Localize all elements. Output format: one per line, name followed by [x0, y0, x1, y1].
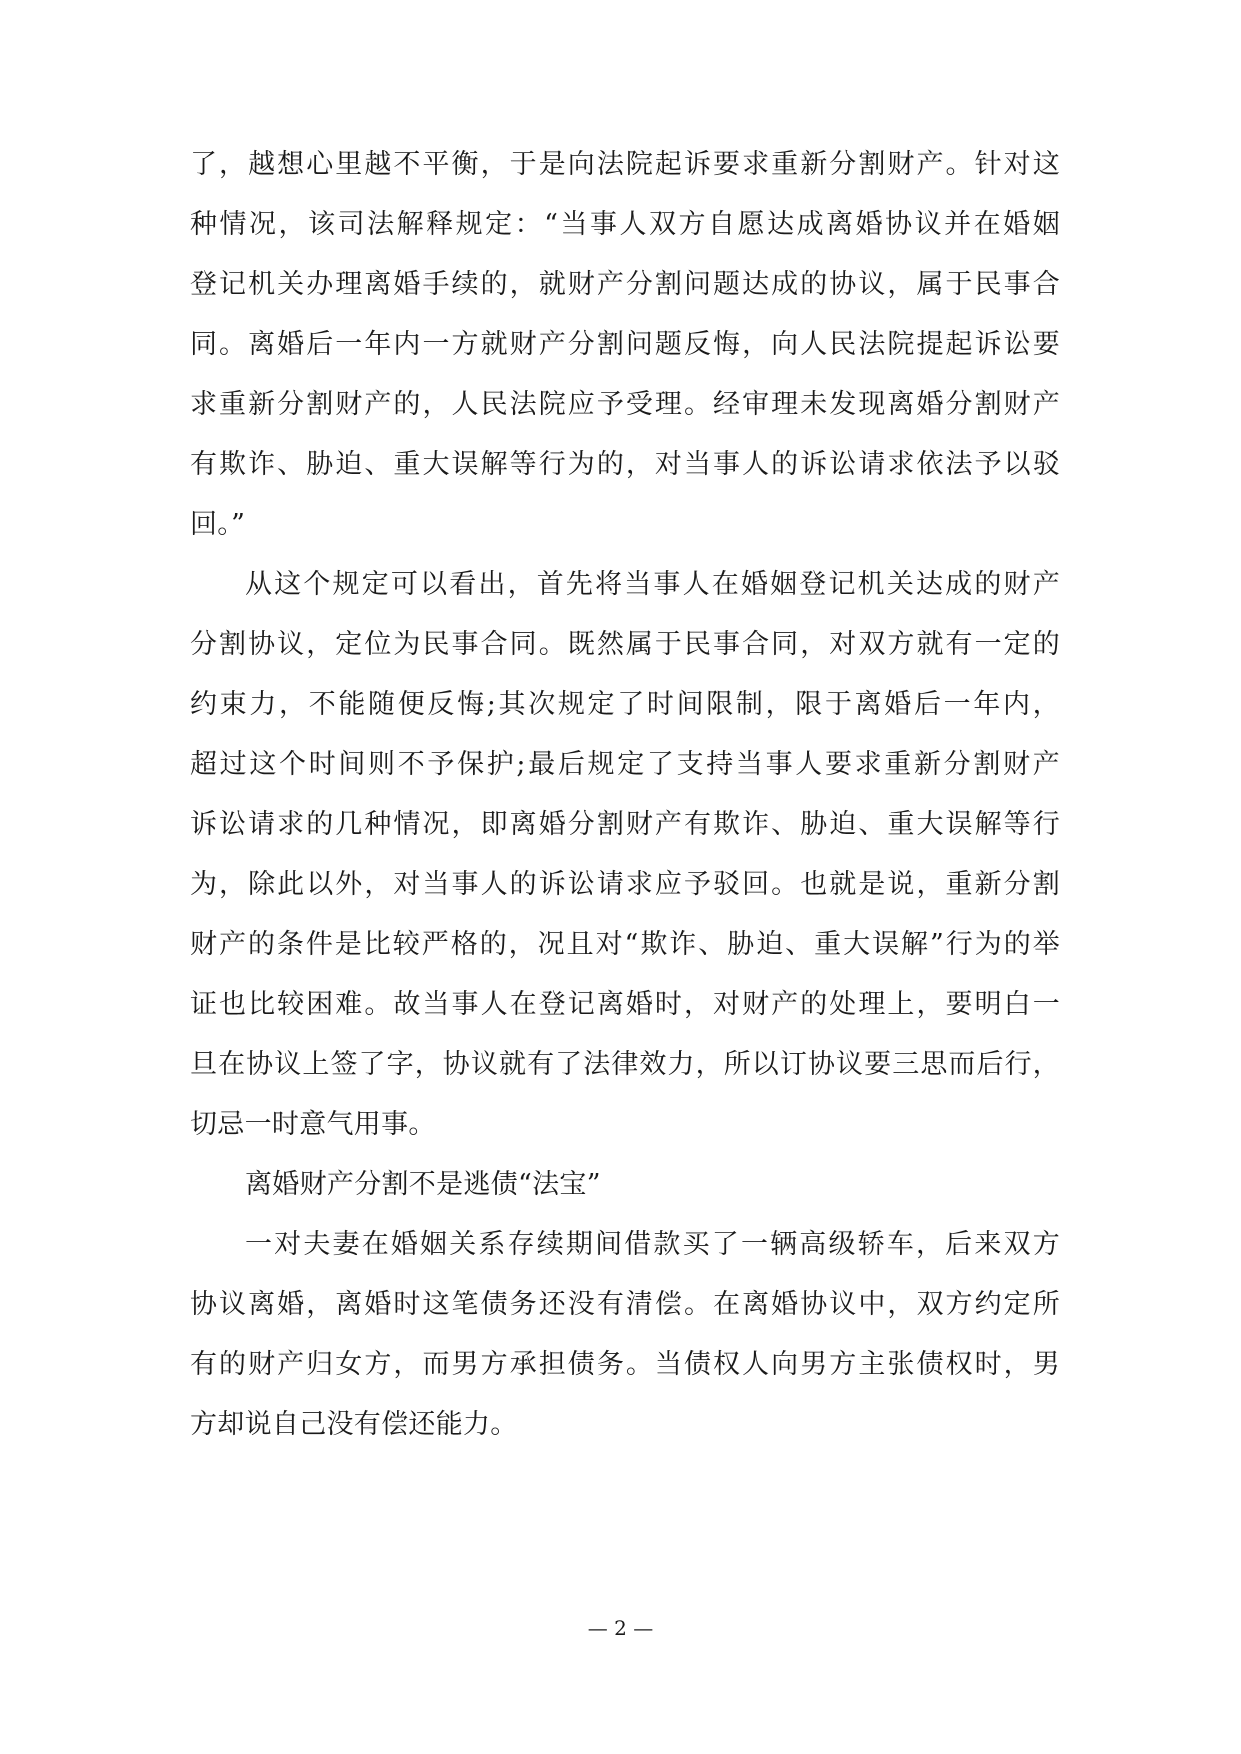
page-number: — 2 —: [587, 1616, 654, 1640]
text-line: 分割协议，定位为民事合同。既然属于民事合同，对双方就有一定的: [190, 629, 1060, 660]
text-line: 有欺诈、胁迫、重大误解等行为的，对当事人的诉讼请求依法予以驳: [190, 449, 1060, 480]
text-line: 了，越想心里越不平衡，于是向法院起诉要求重新分割财产。针对这: [190, 149, 1060, 180]
text-line: 为，除此以外，对当事人的诉讼请求应予驳回。也就是说，重新分割: [190, 869, 1060, 900]
text-line: 切忌一时意气用事。: [190, 1109, 436, 1140]
paragraph-first-line: 一对夫妻在婚姻关系存续期间借款买了一辆高级轿车，后来双方: [245, 1229, 1060, 1260]
text-line: 旦在协议上签了字，协议就有了法律效力，所以订协议要三思而后行，: [190, 1049, 1060, 1080]
text-line: 方却说自己没有偿还能力。: [190, 1409, 518, 1440]
section-heading: 离婚财产分割不是逃债“法宝”: [245, 1169, 601, 1200]
paragraph-first-line: 从这个规定可以看出，首先将当事人在婚姻登记机关达成的财产: [245, 569, 1060, 600]
text-line: 有的财产归女方，而男方承担债务。当债权人向男方主张债权时，男: [190, 1349, 1060, 1380]
text-line: 求重新分割财产的，人民法院应予受理。经审理未发现离婚分割财产: [190, 389, 1060, 420]
text-line: 协议离婚，离婚时这笔债务还没有清偿。在离婚协议中，双方约定所: [190, 1289, 1060, 1320]
text-line: 财产的条件是比较严格的，况且对“欺诈、胁迫、重大误解”行为的举: [190, 929, 1060, 960]
text-line: 超过这个时间则不予保护;最后规定了支持当事人要求重新分割财产: [190, 749, 1060, 780]
text-line: 回。”: [190, 509, 246, 540]
text-line: 约束力，不能随便反悔;其次规定了时间限制，限于离婚后一年内，: [190, 689, 1060, 720]
text-line: 种情况，该司法解释规定：“当事人双方自愿达成离婚协议并在婚姻: [190, 209, 1060, 240]
text-line: 诉讼请求的几种情况，即离婚分割财产有欺诈、胁迫、重大误解等行: [190, 809, 1060, 840]
text-line: 证也比较困难。故当事人在登记离婚时，对财产的处理上，要明白一: [190, 989, 1060, 1020]
text-line: 同。离婚后一年内一方就财产分割问题反悔，向人民法院提起诉讼要: [190, 329, 1060, 360]
text-line: 登记机关办理离婚手续的，就财产分割问题达成的协议，属于民事合: [190, 269, 1060, 300]
